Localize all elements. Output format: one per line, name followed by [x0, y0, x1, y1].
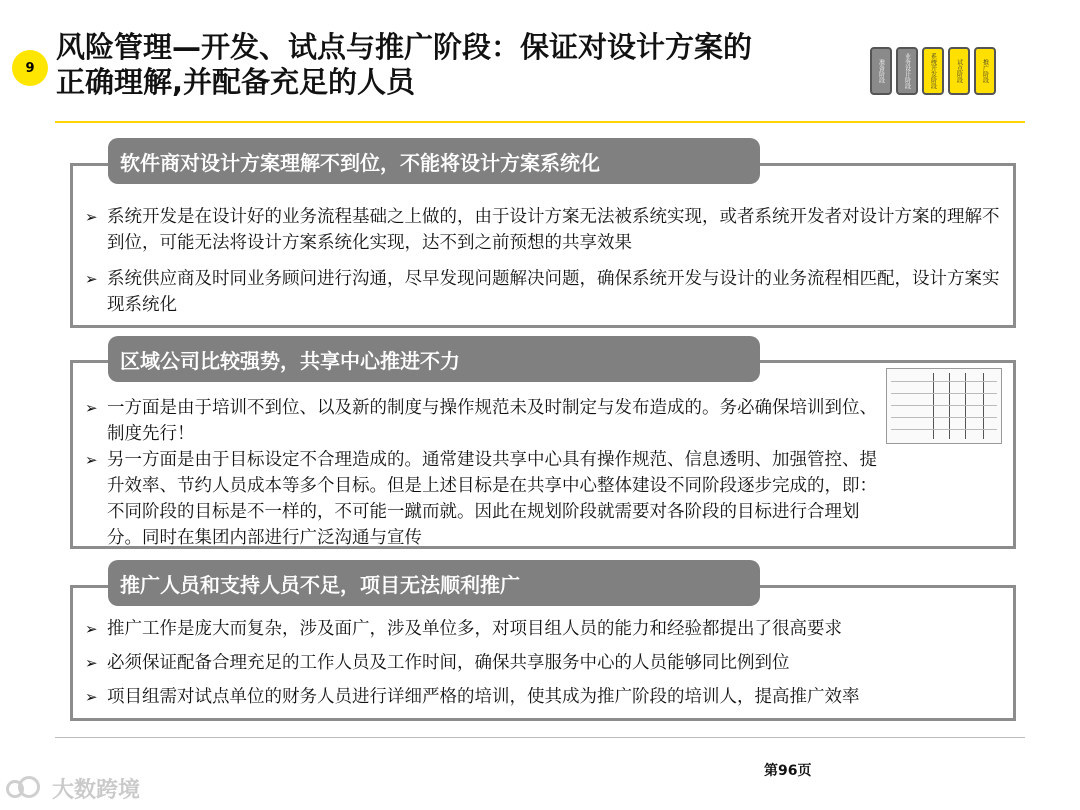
bullet-list	[85, 395, 885, 551]
phase-step: 系统开发阶段	[922, 47, 944, 95]
thumb-row-line	[891, 417, 997, 418]
bullet-text: 另一方面是由于目标设定不合理造成的。通常建设共享中心具有操作规范、信息透明、加强管控、提升效率、节约人员成本等多个目标。但是上述目标是在共享中心整体建设不同阶段逐步完成的，即：不同阶段的目标是不一样的，不可能一蹴而就。因此在规划阶段就需要对各阶段的目标进行合理划分。同时在集团内部进行广泛沟通与宣传	[107, 450, 877, 548]
watermark-text: 大数跨境	[52, 777, 141, 803]
bullet-text: 项目组需对试点单位的财务人员进行详细严格的培训，使其成为推广阶段的培训人，提高推广效率	[107, 687, 860, 707]
arrow-bullet-icon: ➢	[85, 208, 98, 226]
arrow-bullet-icon: ➢	[85, 688, 98, 706]
document-thumbnail-image	[886, 368, 1002, 444]
bullet-text: 推广工作是庞大而复杂，涉及面广，涉及单位多，对项目组人员的能力和经验都提出了很高要求	[107, 619, 842, 639]
title-divider	[55, 121, 1025, 123]
arrow-bullet-icon: ➢	[85, 270, 98, 288]
list-item	[85, 395, 885, 447]
bullet-text: 系统开发是在设计好的业务流程基础之上做的，由于设计方案无法被系统实现，或者系统开发者对设计方案的理解不到位，可能无法将设计方案系统化实现，达不到之前预想的共享效果	[107, 207, 1000, 253]
arrow-bullet-icon: ➢	[85, 451, 98, 469]
list-item	[85, 684, 1005, 710]
bullet-text: 一方面是由于培训不到位、以及新的制度与操作规范未及时制定与发布造成的。务必确保培训到位、制度先行！	[107, 398, 877, 444]
phase-step: 试点阶段	[948, 47, 970, 95]
thumb-row-line	[891, 381, 997, 382]
thumb-row-line	[891, 429, 997, 430]
risk-section-2	[70, 360, 1016, 549]
watermark-logo-icon	[6, 776, 46, 800]
phase-step: 业务设计阶段	[896, 47, 918, 95]
page-title	[56, 30, 876, 100]
bullet-text: 系统供应商及时同业务顾问进行沟通，尽早发现问题解决问题，确保系统开发与设计的业务流程相匹配，设计方案实现系统化	[107, 269, 1000, 315]
bullet-list	[85, 616, 1005, 710]
watermark	[6, 772, 140, 804]
list-item	[85, 616, 1005, 642]
section-header-2: 区域公司比较强势，共享中心推进不力	[108, 336, 760, 382]
phase-step: 准备阶段	[870, 47, 892, 95]
list-item	[85, 266, 1005, 318]
section-number-badge: 9	[12, 50, 48, 86]
page-number: 第96页	[764, 763, 812, 779]
list-item	[85, 447, 885, 551]
title-line-1: 风险管理—开发、试点与推广阶段：保证对设计方案的	[56, 30, 753, 64]
title-line-2: 正确理解,并配备充足的人员	[56, 65, 416, 99]
list-item	[85, 204, 1005, 256]
risk-section-1	[70, 163, 1016, 328]
section-header-3: 推广人员和支持人员不足，项目无法顺利推广	[108, 560, 760, 606]
arrow-bullet-icon: ➢	[85, 620, 98, 638]
phase-progress-graphic	[870, 44, 1020, 98]
thumb-row-line	[891, 393, 997, 394]
footer-divider	[55, 737, 1025, 738]
arrow-bullet-icon: ➢	[85, 654, 98, 672]
bullet-list	[85, 204, 1005, 318]
section-header-1: 软件商对设计方案理解不到位，不能将设计方案系统化	[108, 138, 760, 184]
list-item	[85, 650, 1005, 676]
phase-step: 推广阶段	[974, 47, 996, 95]
arrow-bullet-icon: ➢	[85, 399, 98, 417]
thumb-row-line	[891, 405, 997, 406]
bullet-text: 必须保证配备合理充足的工作人员及工作时间，确保共享服务中心的人员能够同比例到位	[107, 653, 790, 673]
